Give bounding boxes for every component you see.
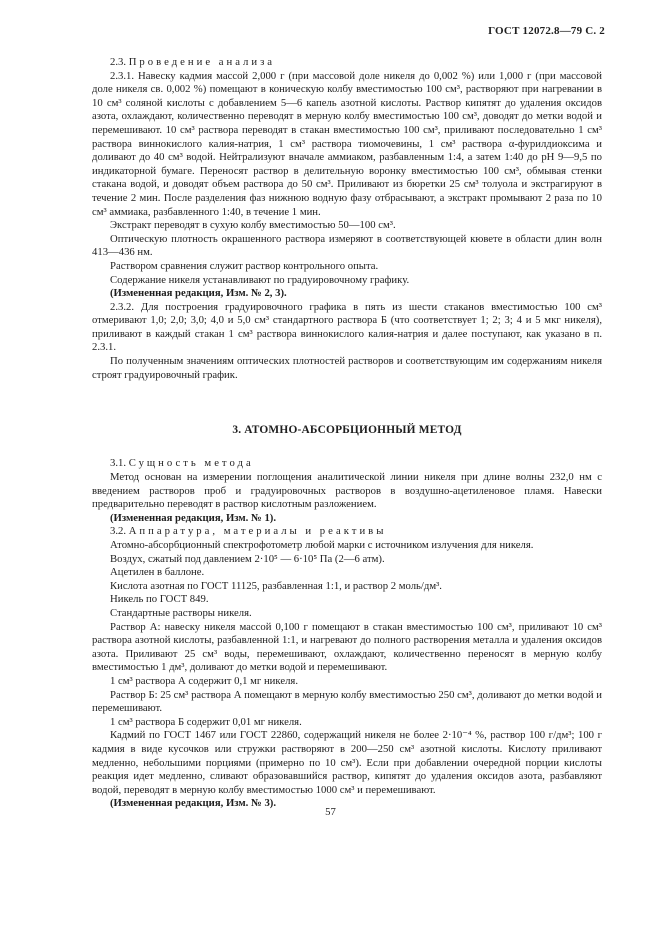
paragraph: [92, 689, 602, 716]
paragraph: [92, 457, 602, 471]
paragraph: [92, 716, 602, 730]
paragraph: [92, 729, 602, 797]
paragraph: [92, 566, 602, 580]
page-number: 57: [325, 806, 336, 818]
clause-number: 3.1.: [110, 457, 129, 470]
paragraph: [92, 287, 602, 301]
paragraph-text: (Измененная редакция, Изм. № 3).: [110, 797, 277, 810]
paragraph-text: Стандартные растворы никеля.: [110, 606, 252, 619]
spacer: [92, 382, 602, 396]
paragraph-text: Раствором сравнения служит раствор контрольного опыта.: [110, 259, 379, 272]
paragraph-text: Никель по ГОСТ 849.: [110, 593, 209, 606]
paragraph-text: Кислота азотная по ГОСТ 11125, разбавленная 1:1, и раствор 2 моль/дм³.: [110, 579, 442, 592]
paragraph: [92, 553, 602, 567]
paragraph: [92, 219, 602, 233]
paragraph: [92, 525, 602, 539]
page-header: ГОСТ 12072.8—79 С. 2: [488, 25, 605, 37]
paragraph: [92, 260, 602, 274]
clause-heading: Проведение анализа: [128, 56, 276, 68]
paragraph: [92, 301, 602, 355]
paragraph: [92, 70, 602, 220]
section-3-title: 3. АТОМНО-АБСОРБЦИОННЫЙ МЕТОД: [232, 423, 462, 436]
clause-number: 2.3.: [110, 56, 129, 68]
paragraph-text: 1 см³ раствора Б содержит 0,01 мг никеля.: [110, 715, 302, 728]
paragraph-text: Раствор Б: 25 см³ раствора А помещают в мерную колбу вместимостью 250 см³, доливают до метки водой и перемешивают.: [92, 688, 602, 715]
paragraph-text: (Измененная редакция, Изм. № 2, 3).: [110, 287, 287, 300]
paragraph-text: Кадмий по ГОСТ 1467 или ГОСТ 22860, содержащий никеля не более 2·10⁻⁴ %, раствор 100 г/дм³; 100 г кадмия в виде кусочков или стружки растворяют в 200—250 см³ азотной кислоты. Кислоту приливают медленно, небольшими порциями (примерно по 10 см³). Если при добавлении очередной порции кислоты реакция идет медленно, сливают образовавшийся раствор, кипятят до удаления оксидов азота, разбавляют водой, переводят в мерную колбу вместимостью 1000 см³ и перемешивают.: [92, 729, 602, 796]
paragraph-text: По полученным значениям оптических плотностей растворов и соответствующим им содержаниям никеля строят градуировочный график.: [92, 355, 602, 381]
paragraph-text: Атомно-абсорбционный спектрофотометр любой марки с источником излучения для никеля.: [110, 539, 534, 551]
clause-heading: Аппаратура, материалы и реактивы: [128, 525, 387, 538]
paragraph-text: 2.3.1. Навеску кадмия массой 2,000 г (при массовой доле никеля до 0,002 %) или 1,000 г (при массовой доле никеля св. 0,002 %) помещают в коническую колбу вместимостью 100 см³, растворяют при нагревании в 10 см³ соляной кислоты с добавлением 5—6 капель азотной кислоты. Раствор кипятят до удаления оксидов азота, охлаждают, количественно переводят в мерную колбу вместимостью 100 см³, доводят до метки водой и перемешивают. 10 см³ раствора переводят в стакан вместимостью 100 см³, приливают последовательно 1 см³ раствора виннокислого калия-натрия, 1 см³ раствора тиомочевины, 1 см³ раствора α-фурилдиоксима и доливают до 40 см³ водой. Нейтрализуют вначале аммиаком, разбавленным 1:4, а затем 1:40 до рН 9—9,5 по индикаторной бумаге. Переносят раствор в делительную воронку вместимостью 100 см³, обмывая стенки стакана водой, и доводят объем раствора до 50 см³. Приливают из бюретки 25 см³ толуола и экстрагируют в течение 2 мин. После разделения фаз нижнюю водную фазу отбрасывают, а экстракт промывают 2 раза по 10 см³ аммиака, разбавленного 1:40, в течение 1 мин.: [92, 69, 602, 218]
paragraph-text: Раствор А: навеску никеля массой 0,100 г помещают в стакан вместимостью 100 см³, приливают 10 см³ раствора азотной кислоты, разбавленной 1:1, и нагревают до полного растворения металла и удаления оксидов азота. Приливают 25 см³ воды, перемешивают, охлаждают, количественно переносят в мерную колбу вместимостью 1 дм³, доливают до метки водой и перемешивают.: [92, 620, 602, 674]
paragraph-text: 1 см³ раствора А содержит 0,1 мг никеля.: [110, 674, 298, 687]
paragraph: [92, 593, 602, 607]
paragraph: [92, 512, 602, 526]
page-content: [92, 56, 602, 811]
paragraph: [92, 580, 602, 594]
paragraph-text: (Измененная редакция, Изм. № 1).: [110, 511, 277, 524]
paragraph-text: 2.3.2. Для построения градуировочного графика в пять из шести стаканов вместимостью 100 см³ отмеривают 1,0; 2,0; 3,0; 4,0 и 5,0 см³ стандартного раствора Б (что соответствует 1; 2; 3; 4 и 5 мкг никеля), приливают в каждый стакан 1 см³ раствора виннокислого калия-натрия и далее поступают, как указано в п. 2.3.1.: [92, 300, 602, 354]
paragraph: [92, 56, 602, 70]
paragraph: [92, 233, 602, 260]
paragraph: [92, 274, 602, 288]
paragraph-text: Ацетилен в баллоне.: [110, 566, 205, 579]
paragraph-text: Оптическую плотность окрашенного раствора измеряют в соответствующей кювете в области длин волн 413—436 нм.: [92, 232, 602, 259]
section-2-analysis: [92, 56, 602, 382]
clause-heading: Сущность метода: [128, 457, 254, 470]
section-3-atomic-absorption: [92, 457, 602, 810]
paragraph-text: Содержание никеля устанавливают по градуировочному графику.: [110, 273, 410, 286]
paragraph: [92, 607, 602, 621]
paragraph-text: Экстракт переводят в сухую колбу вместимостью 50—100 см³.: [110, 219, 396, 232]
paragraph: [92, 355, 602, 382]
paragraph: [92, 471, 602, 512]
paragraph-text: Метод основан на измерении поглощения аналитической линии никеля при длине волны 232,0 нм с введением растворов проб и градуировочных растворов в воздушно-ацетиленовое пламя. Навески предварительно переводят в раствор кислотным разложением.: [92, 471, 602, 511]
clause-number: 3.2.: [110, 525, 129, 538]
paragraph: [92, 539, 602, 553]
paragraph: [92, 675, 602, 689]
paragraph: [92, 621, 602, 675]
paragraph-text: Воздух, сжатый под давлением 2·10⁵ — 6·10⁵ Па (2—6 атм).: [110, 552, 385, 565]
